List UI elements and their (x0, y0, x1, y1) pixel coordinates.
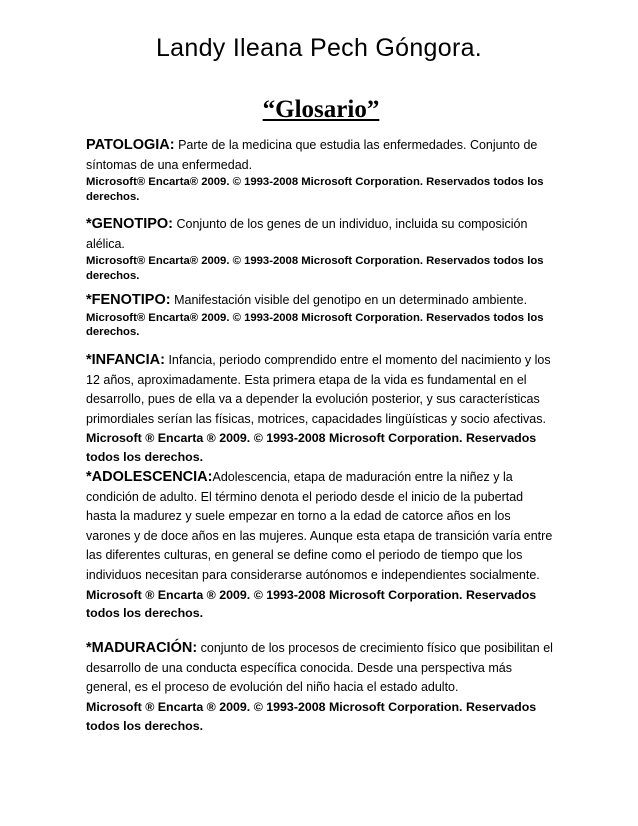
entry-source: Microsoft® Encarta® 2009. © 1993-2008 Microsoft Corporation. Reservados todos los derechos. (86, 255, 544, 282)
entry-source: Microsoft ® Encarta ® 2009. © 1993-2008 Microsoft Corporation. Reservados todos los derechos. (86, 587, 537, 621)
entry-term: *GENOTIPO: (86, 216, 174, 232)
entry-text (86, 215, 556, 254)
entry-term: *FENOTIPO: (86, 292, 171, 308)
entry-text (86, 291, 556, 311)
entry-source: Microsoft ® Encarta ® 2009. © 1993-2008 Microsoft Corporation. Reservados todos los derechos. (86, 431, 537, 465)
entry-definition: Conjunto de los genes de un individuo, incluida su composición alélica. (86, 217, 528, 251)
glossary-entry-maduracion (86, 639, 556, 735)
entry-definition: Infancia, periodo comprendido entre el momento del nacimiento y los 12 años, aproximadamente. Esta primera etapa de la vida es fundamental en el desarrollo, pues de ella va a depender la evolución posterior, y sus características primordiales serían las físicas, motrices, capacidades lingüísticas y socio afectivas. (86, 353, 551, 426)
entry-definition: Parte de la medicina que estudia las enfermedades. Conjunto de síntomas de una enfermedad. (86, 138, 538, 172)
entry-text (86, 136, 556, 175)
document-title: “Glosario” (262, 96, 380, 123)
entry-source: Microsoft ® Encarta ® 2009. © 1993-2008 Microsoft Corporation. Reservados todos los derechos. (86, 699, 537, 733)
author-name: Landy Ileana Pech Góngora. (155, 34, 483, 62)
glossary-entry-adolescencia (86, 468, 556, 623)
entry-definition: Manifestación visible del genotipo en un determinado ambiente. (174, 293, 528, 307)
entry-definition: Adolescencia, etapa de maduración entre la niñez y la condición de adulto. El término denota el periodo desde el inicio de la pubertad hasta la madurez y suele empezar en torno a la edad de catorce años en los varones y de doce años en las mujeres. Aunque esta etapa de transición varía entre las diferentes culturas, en general se define como el periodo de tiempo que los individuos necesitan para considerarse autónomos e independientes socialmente. (86, 470, 553, 582)
glossary-entry-fenotipo (86, 291, 556, 340)
entry-text (86, 639, 556, 698)
entry-term: *ADOLESCENCIA: (86, 469, 213, 485)
entry-term: *INFANCIA: (86, 352, 165, 368)
entry-source: Microsoft® Encarta® 2009. © 1993-2008 Microsoft Corporation. Reservados todos los derechos. (86, 176, 544, 203)
entry-text (86, 351, 556, 429)
glossary-entry-genotipo (86, 215, 556, 283)
glossary-entry-patologia (86, 136, 556, 204)
entry-text (86, 468, 556, 586)
entry-term: PATOLOGIA: (86, 137, 175, 153)
glossary-entry-infancia (86, 351, 556, 467)
entry-term: *MADURACIÓN: (86, 640, 198, 656)
entry-source: Microsoft® Encarta® 2009. © 1993-2008 Microsoft Corporation. Reservados todos los derechos. (86, 311, 544, 339)
entry-definition: conjunto de los procesos de crecimiento físico que posibilitan el desarrollo de una conducta específica conocida. Desde una perspectiva más general, es el proceso de evolución del niño hacia el estado adulto. (86, 641, 553, 695)
